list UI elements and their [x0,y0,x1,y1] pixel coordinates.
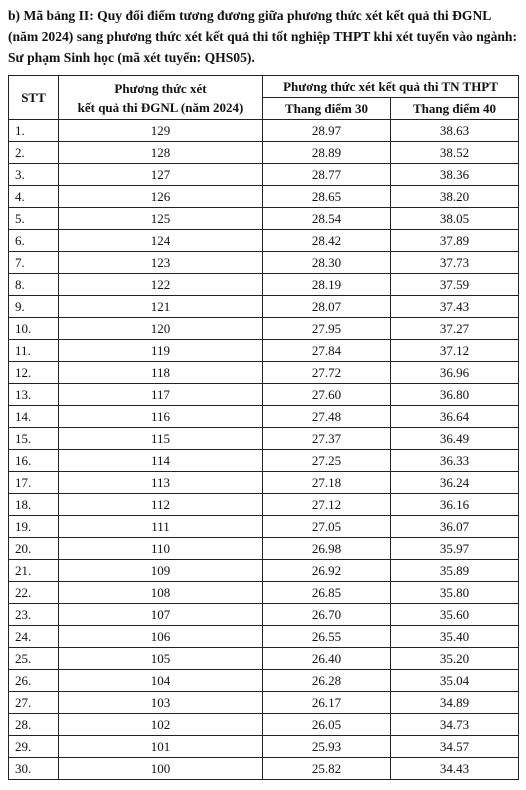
table-row [9,538,519,560]
cell-scale-30: 28.97 [263,120,391,142]
cell-stt: 24. [9,626,59,648]
cell-scale-30: 27.48 [263,406,391,428]
table-row [9,582,519,604]
cell-dgnl-score: 121 [59,296,263,318]
cell-scale-30: 26.98 [263,538,391,560]
cell-scale-30: 26.92 [263,560,391,582]
cell-dgnl-score: 109 [59,560,263,582]
table-row [9,494,519,516]
cell-dgnl-score: 124 [59,230,263,252]
cell-dgnl-score: 118 [59,362,263,384]
table-row [9,164,519,186]
cell-scale-40: 34.43 [391,758,519,780]
table-row [9,362,519,384]
table-body [9,120,519,780]
cell-scale-40: 36.33 [391,450,519,472]
cell-stt: 1. [9,120,59,142]
cell-scale-40: 36.24 [391,472,519,494]
cell-scale-30: 26.70 [263,604,391,626]
cell-stt: 12. [9,362,59,384]
cell-stt: 8. [9,274,59,296]
cell-scale-30: 26.55 [263,626,391,648]
table-row [9,626,519,648]
cell-scale-40: 34.57 [391,736,519,758]
cell-stt: 5. [9,208,59,230]
cell-stt: 17. [9,472,59,494]
header-dgnl-method [59,76,263,120]
cell-scale-30: 28.30 [263,252,391,274]
cell-scale-30: 26.85 [263,582,391,604]
cell-scale-40: 35.04 [391,670,519,692]
cell-stt: 16. [9,450,59,472]
cell-dgnl-score: 111 [59,516,263,538]
cell-dgnl-score: 123 [59,252,263,274]
cell-dgnl-score: 112 [59,494,263,516]
cell-scale-30: 28.07 [263,296,391,318]
table-row [9,648,519,670]
cell-dgnl-score: 115 [59,428,263,450]
conversion-table [8,75,519,780]
table-row [9,384,519,406]
cell-stt: 19. [9,516,59,538]
cell-stt: 7. [9,252,59,274]
table-row [9,736,519,758]
cell-stt: 14. [9,406,59,428]
cell-scale-30: 26.40 [263,648,391,670]
cell-dgnl-score: 119 [59,340,263,362]
cell-scale-30: 28.89 [263,142,391,164]
cell-scale-40: 36.07 [391,516,519,538]
cell-stt: 25. [9,648,59,670]
cell-stt: 9. [9,296,59,318]
header-row [9,76,519,98]
header-stt: STT [9,76,59,120]
cell-scale-30: 27.25 [263,450,391,472]
cell-scale-40: 35.60 [391,604,519,626]
cell-scale-30: 25.93 [263,736,391,758]
cell-scale-30: 27.72 [263,362,391,384]
table-row [9,230,519,252]
table-heading: b) Mã bảng II: Quy đổi điểm tương đương giữa phương thức xét kết quả thi ĐGNL (năm 2024) sang phương thức xét kết quả thi tốt nghiệp THPT khi xét tuyển vào ngành: Sư phạm Sinh học (mã xét tuyển: QHS05). [8,8,518,65]
table-row [9,120,519,142]
table-row [9,714,519,736]
header-scale-40: Thang điểm 40 [391,98,519,120]
cell-stt: 11. [9,340,59,362]
table-row [9,318,519,340]
cell-scale-40: 36.96 [391,362,519,384]
cell-scale-30: 27.84 [263,340,391,362]
cell-dgnl-score: 113 [59,472,263,494]
cell-dgnl-score: 107 [59,604,263,626]
cell-stt: 30. [9,758,59,780]
cell-scale-30: 28.42 [263,230,391,252]
cell-stt: 6. [9,230,59,252]
cell-stt: 2. [9,142,59,164]
cell-scale-40: 35.97 [391,538,519,560]
cell-scale-40: 34.89 [391,692,519,714]
cell-dgnl-score: 106 [59,626,263,648]
cell-scale-40: 38.52 [391,142,519,164]
cell-scale-30: 26.17 [263,692,391,714]
cell-scale-40: 37.59 [391,274,519,296]
cell-stt: 3. [9,164,59,186]
cell-scale-30: 27.12 [263,494,391,516]
cell-dgnl-score: 128 [59,142,263,164]
table-row [9,142,519,164]
table-row [9,296,519,318]
cell-scale-40: 35.89 [391,560,519,582]
cell-scale-40: 36.80 [391,384,519,406]
table-row [9,670,519,692]
cell-dgnl-score: 116 [59,406,263,428]
cell-dgnl-score: 105 [59,648,263,670]
cell-stt: 29. [9,736,59,758]
table-row [9,406,519,428]
table-row [9,208,519,230]
cell-dgnl-score: 100 [59,758,263,780]
table-row [9,472,519,494]
cell-scale-30: 27.18 [263,472,391,494]
cell-dgnl-score: 122 [59,274,263,296]
cell-scale-30: 28.19 [263,274,391,296]
cell-scale-40: 38.36 [391,164,519,186]
cell-scale-30: 26.28 [263,670,391,692]
cell-dgnl-score: 114 [59,450,263,472]
cell-stt: 22. [9,582,59,604]
cell-dgnl-score: 101 [59,736,263,758]
table-row [9,252,519,274]
cell-scale-40: 36.16 [391,494,519,516]
table-row [9,186,519,208]
header-dgnl-line2: kết quả thi ĐGNL (năm 2024) [77,99,244,115]
cell-scale-40: 37.43 [391,296,519,318]
cell-scale-30: 27.60 [263,384,391,406]
table-row [9,340,519,362]
cell-stt: 10. [9,318,59,340]
cell-stt: 23. [9,604,59,626]
cell-stt: 21. [9,560,59,582]
cell-stt: 20. [9,538,59,560]
table-row [9,516,519,538]
table-row [9,450,519,472]
cell-scale-40: 38.05 [391,208,519,230]
cell-stt: 4. [9,186,59,208]
cell-scale-40: 35.40 [391,626,519,648]
header-scale-30: Thang điểm 30 [263,98,391,120]
cell-stt: 15. [9,428,59,450]
cell-scale-30: 28.65 [263,186,391,208]
cell-stt: 18. [9,494,59,516]
cell-dgnl-score: 120 [59,318,263,340]
cell-dgnl-score: 110 [59,538,263,560]
cell-dgnl-score: 117 [59,384,263,406]
cell-dgnl-score: 125 [59,208,263,230]
cell-scale-30: 27.95 [263,318,391,340]
cell-scale-40: 38.20 [391,186,519,208]
cell-scale-40: 34.73 [391,714,519,736]
cell-dgnl-score: 102 [59,714,263,736]
cell-scale-40: 35.80 [391,582,519,604]
cell-scale-40: 36.64 [391,406,519,428]
cell-stt: 28. [9,714,59,736]
cell-scale-30: 25.82 [263,758,391,780]
cell-dgnl-score: 126 [59,186,263,208]
table-row [9,274,519,296]
cell-scale-40: 37.89 [391,230,519,252]
cell-scale-40: 37.73 [391,252,519,274]
cell-scale-40: 37.27 [391,318,519,340]
cell-scale-30: 26.05 [263,714,391,736]
cell-dgnl-score: 127 [59,164,263,186]
cell-scale-30: 27.37 [263,428,391,450]
cell-scale-40: 36.49 [391,428,519,450]
cell-dgnl-score: 103 [59,692,263,714]
cell-dgnl-score: 129 [59,120,263,142]
cell-scale-40: 37.12 [391,340,519,362]
cell-scale-30: 27.05 [263,516,391,538]
cell-stt: 26. [9,670,59,692]
cell-stt: 27. [9,692,59,714]
table-row [9,758,519,780]
cell-scale-40: 35.20 [391,648,519,670]
cell-scale-30: 28.77 [263,164,391,186]
table-row [9,560,519,582]
table-row [9,692,519,714]
table-row [9,428,519,450]
cell-scale-30: 28.54 [263,208,391,230]
table-row [9,604,519,626]
cell-stt: 13. [9,384,59,406]
cell-dgnl-score: 108 [59,582,263,604]
header-dgnl-line1: Phương thức xét [114,80,207,96]
cell-dgnl-score: 104 [59,670,263,692]
header-thpt-method: Phương thức xét kết quả thi TN THPT [263,76,519,98]
cell-scale-40: 38.63 [391,120,519,142]
